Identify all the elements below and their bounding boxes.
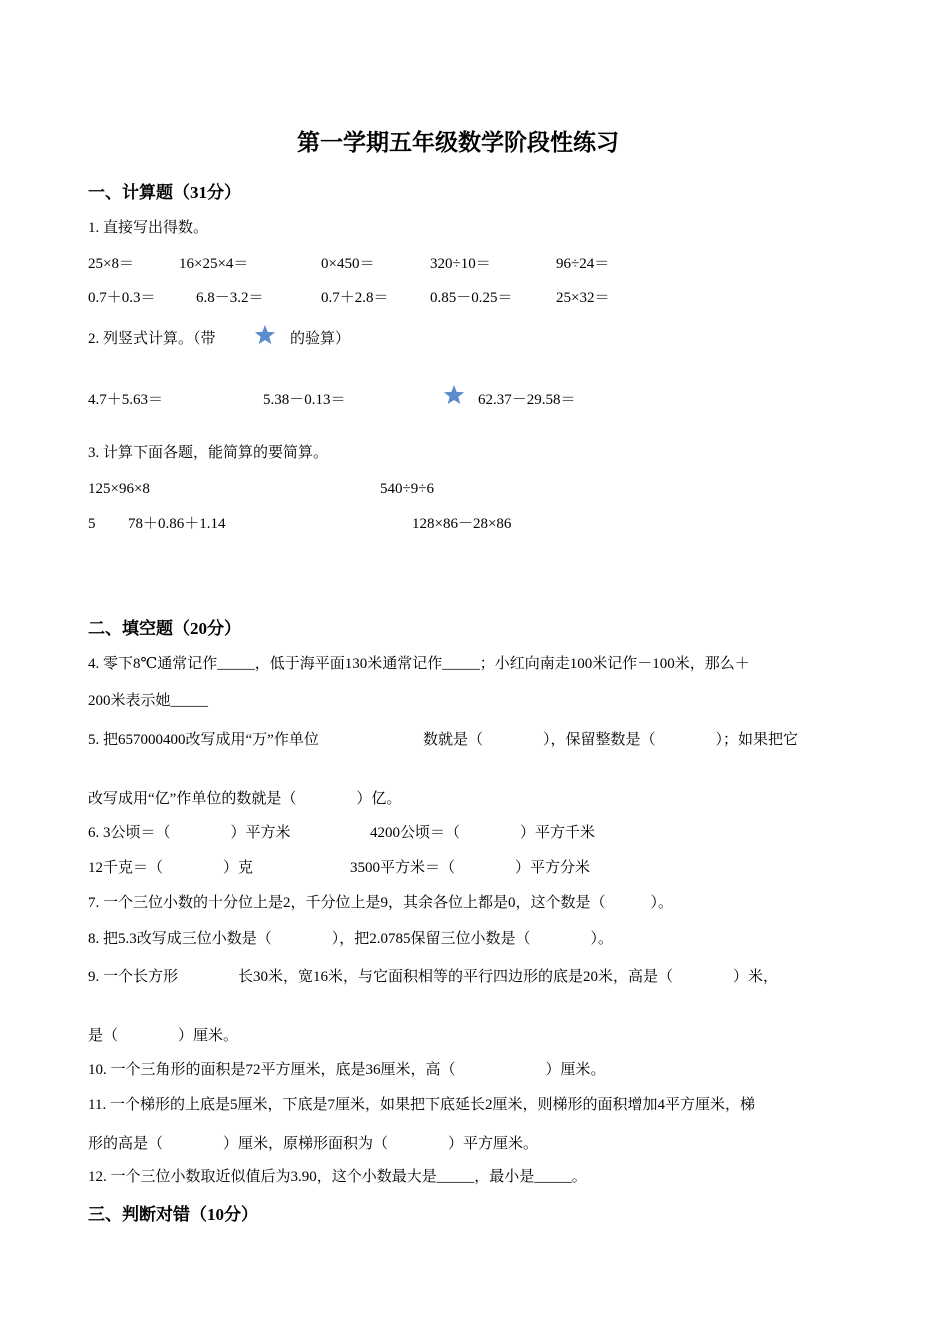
q5-line2: 改写成用“亿”作单位的数就是（ ）亿。 xyxy=(88,791,402,807)
q3-label: 3. 计算下面各题，能简算的要简算。 xyxy=(88,445,329,461)
q4-line2: 200米表示她_____ xyxy=(88,693,209,709)
q7: 7. 一个三位小数的十分位上是2，千分位上是9，其余各位上都是0，这个数是（ ）。 xyxy=(88,895,674,911)
q3-item: 125×96×8 xyxy=(88,481,150,497)
q3-item: 128×86－28×86 xyxy=(412,516,512,532)
q3-item: 5 xyxy=(88,516,96,532)
page-title: 第一学期五年级数学阶段性练习 xyxy=(297,130,619,155)
q4-line1: 4. 零下8℃通常记作_____，低于海平面130米通常记作_____；小红向南走100米记作－100米，那么＋ xyxy=(88,656,750,672)
q1-row1-item: 96÷24＝ xyxy=(556,256,610,272)
q2-item: 5.38－0.13＝ xyxy=(263,392,346,408)
q3-item: 78＋0.86＋1.14 xyxy=(128,516,226,532)
q1-row1-item: 0×450＝ xyxy=(321,256,375,272)
q1-row2-item: 6.8－3.2＝ xyxy=(196,290,264,306)
star-icon xyxy=(254,324,276,346)
q1-row1-item: 16×25×4＝ xyxy=(179,256,249,272)
q2-label-start: 2. 列竖式计算。（带 xyxy=(88,331,216,347)
q6-item: 12千克＝（ ）克 xyxy=(88,860,254,876)
q9-line2: 是（ ）厘米。 xyxy=(88,1028,239,1044)
q8: 8. 把5.3改写成三位小数是（ ），把2.0785保留三位小数是（ ）。 xyxy=(88,931,614,947)
q6-item: 3500平方米＝（ ）平方分米 xyxy=(350,860,591,876)
q6-item: 4200公顷＝（ ）平方千米 xyxy=(370,825,596,841)
q9-part1: 9. 一个长方形 xyxy=(88,969,179,985)
q1-row2-item: 0.7＋2.8＝ xyxy=(321,290,389,306)
q6-item: 6. 3公顷＝（ ）平方米 xyxy=(88,825,291,841)
q11-line2: 形的高是（ ）厘米，原梯形面积为（ ）平方厘米。 xyxy=(88,1136,539,1152)
section-1-heading: 一、计算题（31分） xyxy=(88,183,241,202)
q5-part2: 数就是（ ），保留整数是（ ）；如果把它 xyxy=(423,732,799,748)
q2-label-end: 的验算） xyxy=(290,331,351,347)
q10: 10. 一个三角形的面积是72平方厘米，底是36厘米，高（ ）厘米。 xyxy=(88,1062,606,1078)
q9-part2: 长30米，宽16米，与它面积相等的平行四边形的底是20米，高是（ ）米， xyxy=(238,969,779,985)
q1-row2-item: 0.85－0.25＝ xyxy=(430,290,513,306)
q1-row1-item: 25×8＝ xyxy=(88,256,134,272)
q1-row2-item: 0.7＋0.3＝ xyxy=(88,290,156,306)
q2-item: 62.37－29.58＝ xyxy=(478,392,576,408)
q2-item: 4.7＋5.63＝ xyxy=(88,392,164,408)
q1-label: 1. 直接写出得数。 xyxy=(88,220,209,236)
section-2-heading: 二、填空题（20分） xyxy=(88,619,241,638)
q11-line1: 11. 一个梯形的上底是5厘米，下底是7厘米，如果把下底延长2厘米，则梯形的面积增加4平方厘米，梯 xyxy=(88,1097,755,1113)
section-3-heading: 三、判断对错（10分） xyxy=(88,1205,258,1224)
star-icon xyxy=(443,384,465,406)
q1-row1-item: 320÷10＝ xyxy=(430,256,491,272)
q5-part1: 5. 把657000400改写成用“万”作单位 xyxy=(88,732,319,748)
q3-item: 540÷9÷6 xyxy=(380,481,434,497)
q12: 12. 一个三位小数取近似值后为3.90，这个小数最大是_____，最小是_____。 xyxy=(88,1169,587,1185)
q1-row2-item: 25×32＝ xyxy=(556,290,610,306)
